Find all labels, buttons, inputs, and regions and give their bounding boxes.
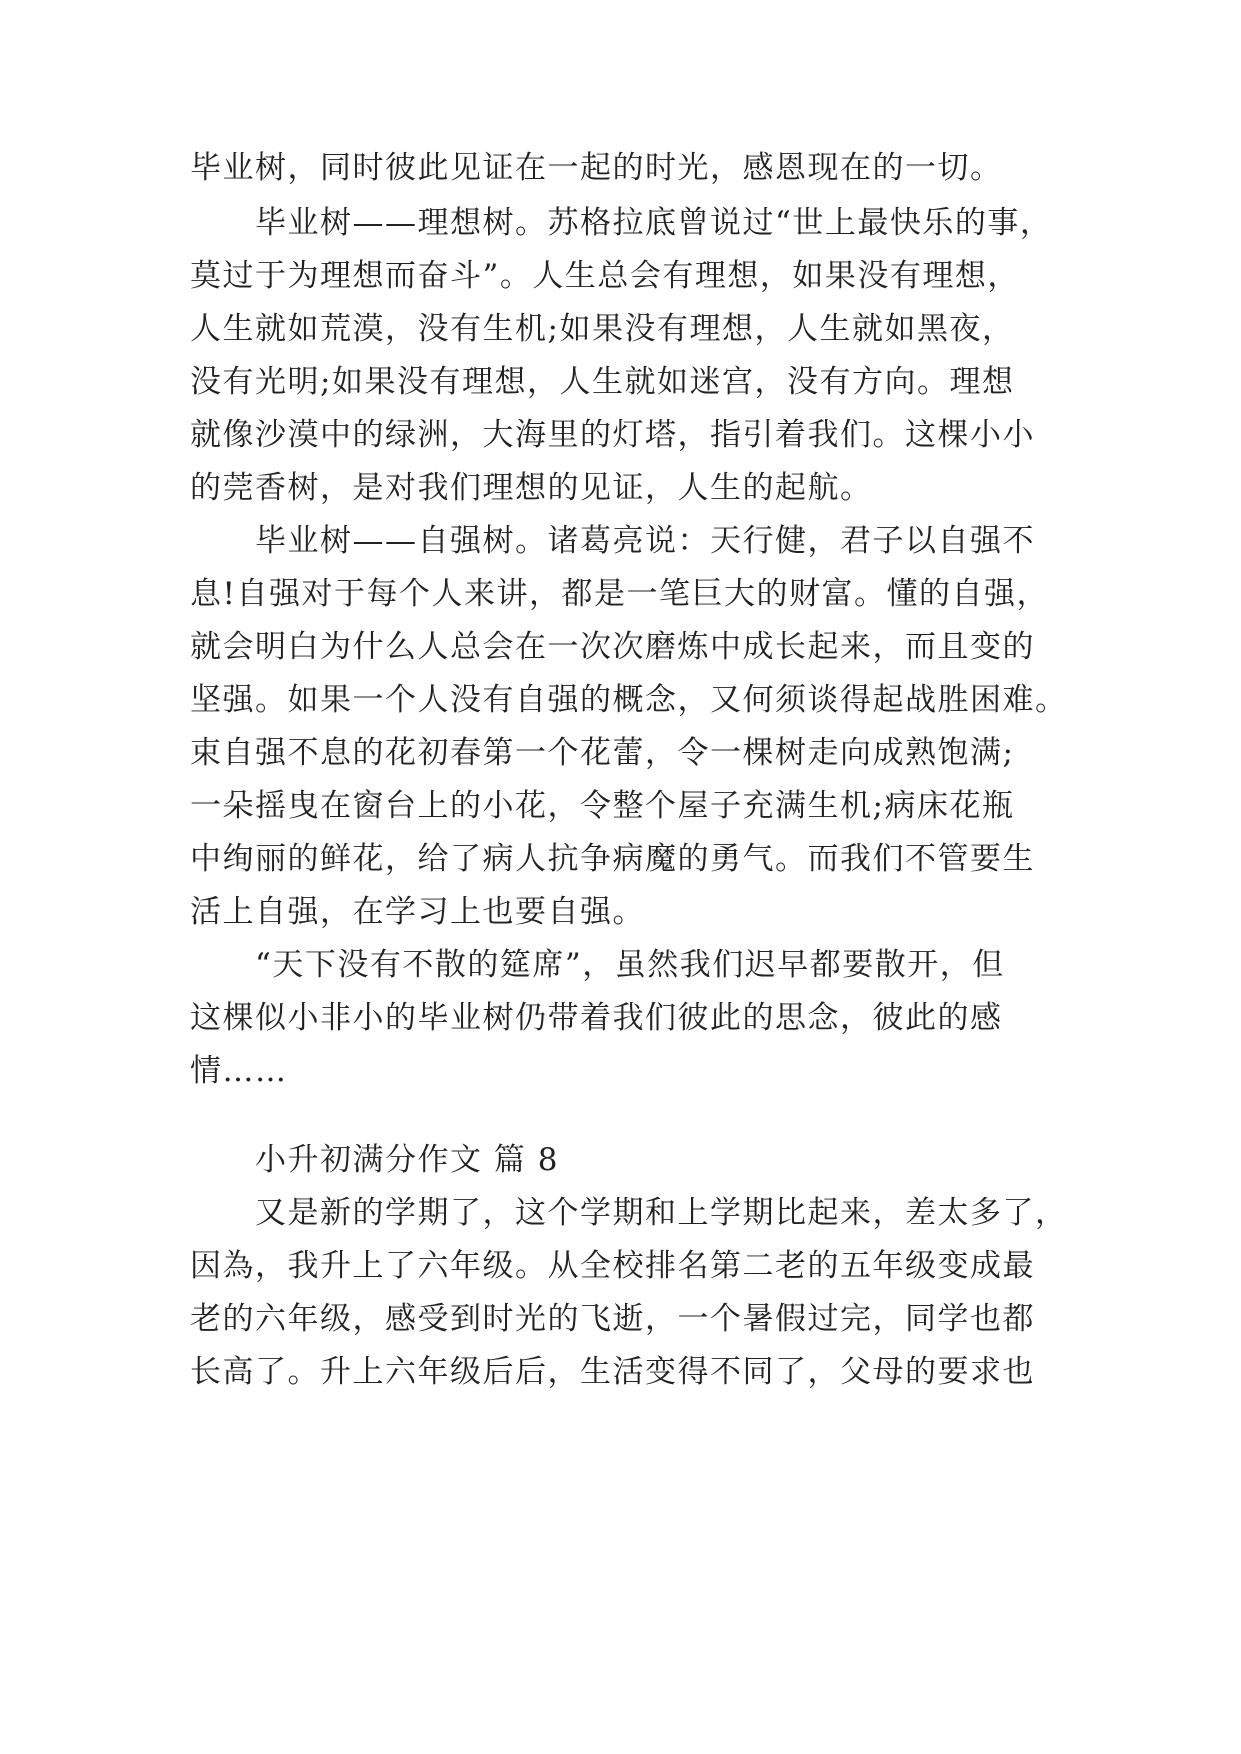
paragraph-line: 又是新的学期了，这个学期和上学期比起来，差太多了， bbox=[255, 1195, 1068, 1231]
paragraph-line: 毕业树——自强树。诸葛亮说：天行健，君子以自强不 bbox=[255, 523, 1035, 559]
paragraph-line: 莫过于为理想而奋斗”。人生总会有理想，如果没有理想， bbox=[190, 258, 1020, 294]
section-heading: 小升初满分作文 篇 8 bbox=[255, 1142, 559, 1178]
paragraph-line: 的莞香树，是对我们理想的见证，人生的起航。 bbox=[190, 470, 873, 506]
paragraph-line: “天下没有不散的筵席”，虽然我们迟早都要散开，但 bbox=[255, 947, 1005, 983]
paragraph-line: 人生就如荒漠，没有生机;如果没有理想，人生就如黑夜， bbox=[190, 311, 1015, 347]
paragraph-line: 活上自强，在学习上也要自强。 bbox=[190, 894, 645, 930]
paragraph-line: 没有光明;如果没有理想，人生就如迷宫，没有方向。理想 bbox=[190, 364, 1015, 400]
paragraph-line: 坚强。如果一个人没有自强的概念，又何须谈得起战胜困难。 bbox=[190, 682, 1068, 718]
paragraph-line: 老的六年级，感受到时光的飞逝，一个暑假过完，同学也都 bbox=[190, 1301, 1035, 1337]
paragraph-line: 中绚丽的鲜花，给了病人抗争病魔的勇气。而我们不管要生 bbox=[190, 841, 1035, 877]
paragraph-line: 因為，我升上了六年级。从全校排名第二老的五年级变成最 bbox=[190, 1248, 1035, 1284]
paragraph-line: 长高了。升上六年级后后，生活变得不同了，父母的要求也 bbox=[190, 1354, 1035, 1390]
paragraph-line: 就会明白为什么人总会在一次次磨炼中成长起来，而且变的 bbox=[190, 629, 1035, 665]
paragraph-line: 情…… bbox=[190, 1053, 288, 1089]
paragraph-line: 息!自强对于每个人来讲，都是一笔巨大的财富。懂的自强， bbox=[190, 576, 1049, 612]
paragraph-line: 毕业树，同时彼此见证在一起的时光，感恩现在的一切。 bbox=[190, 150, 1003, 186]
paragraph-line: 一朵摇曳在窗台上的小花，令整个屋子充满生机;病床花瓶 bbox=[190, 788, 1015, 824]
paragraph-line: 毕业树——理想树。苏格拉底曾说过“世上最快乐的事， bbox=[255, 205, 1053, 241]
paragraph-line: 这棵似小非小的毕业树仍带着我们彼此的思念，彼此的感 bbox=[190, 1000, 1003, 1036]
paragraph-line: 束自强不息的花初春第一个花蕾，令一棵树走向成熟饱满; bbox=[190, 735, 1015, 771]
paragraph-line: 就像沙漠中的绿洲，大海里的灯塔，指引着我们。这棵小小 bbox=[190, 417, 1035, 453]
